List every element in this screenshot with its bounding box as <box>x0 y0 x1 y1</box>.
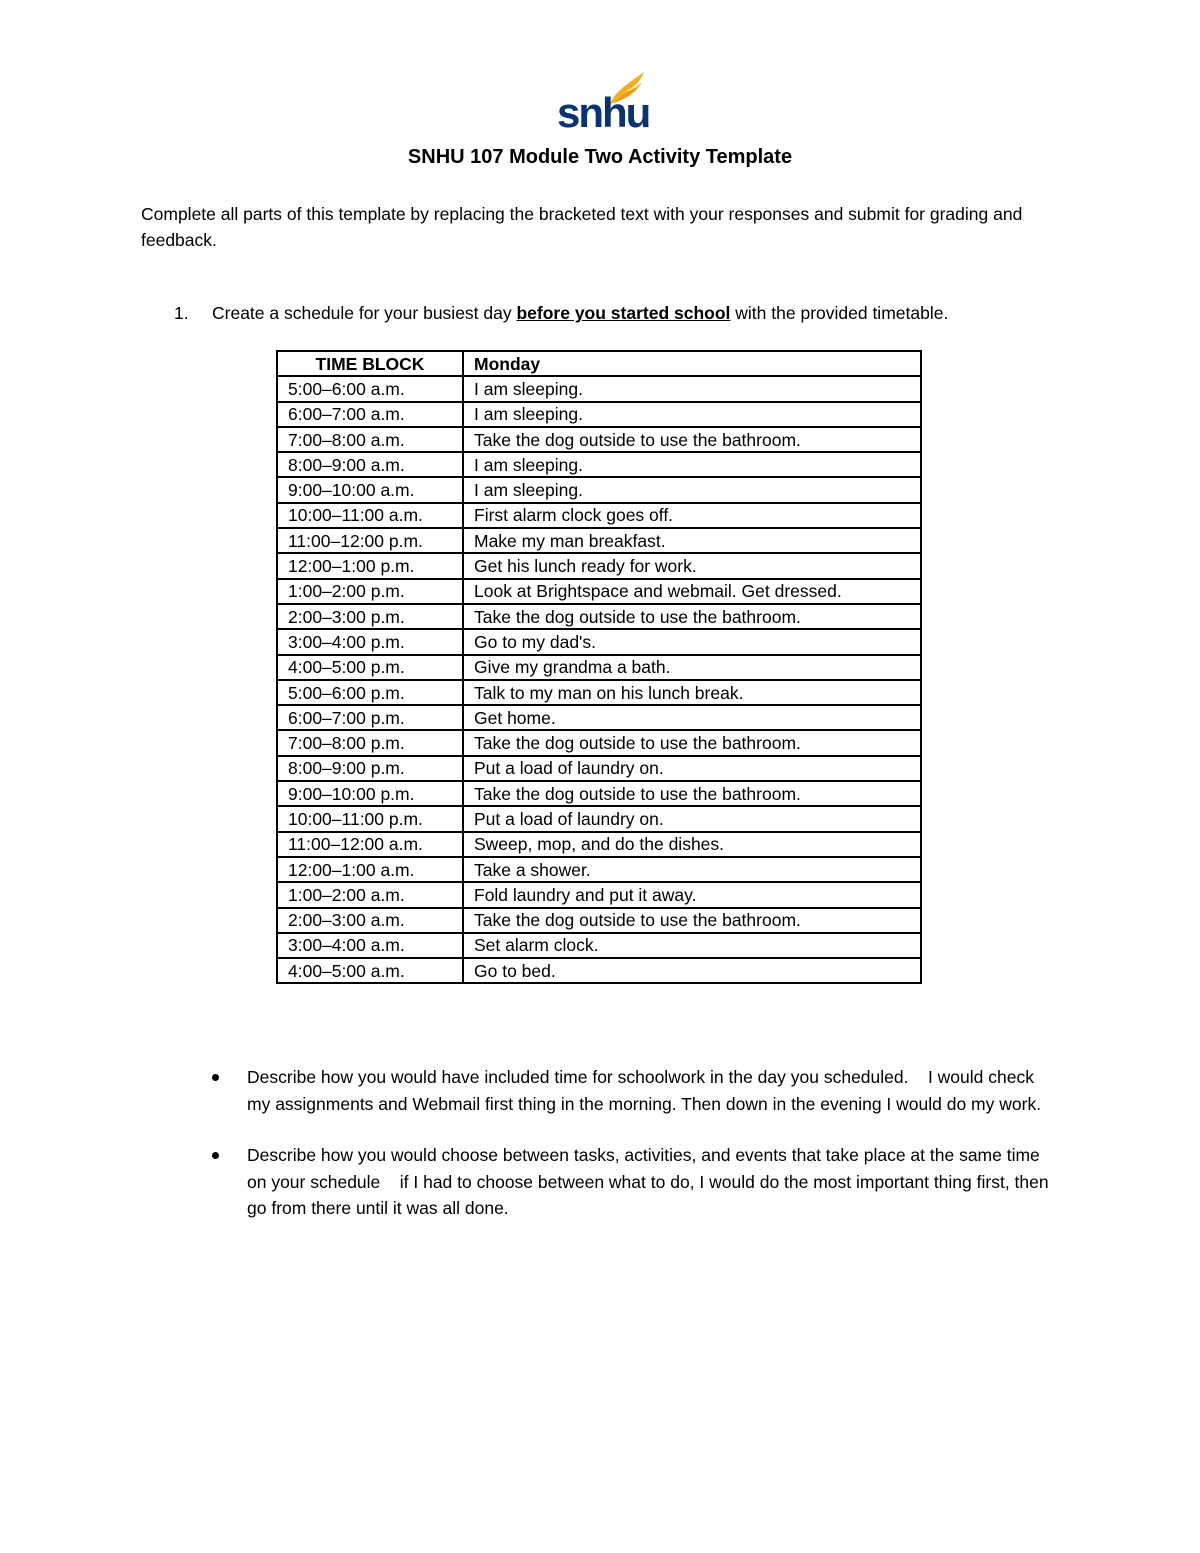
activity-cell: First alarm clock goes off. <box>463 503 921 528</box>
table-row <box>277 629 921 654</box>
table-row <box>277 528 921 553</box>
table-header-row <box>277 351 921 376</box>
time-block-cell: 10:00–11:00 p.m. <box>277 806 463 831</box>
activity-cell: Make my man breakfast. <box>463 528 921 553</box>
question-suffix: with the provided timetable. <box>730 303 949 323</box>
time-block-cell: 7:00–8:00 p.m. <box>277 730 463 755</box>
activity-cell: Get home. <box>463 705 921 730</box>
bullet-answer-text: I would check my assignments and Webmail first thing in the morning. Then down in the evening I would do my work. <box>247 1067 1042 1114</box>
bullet-answer-text: if I had to choose between what to do, I would do the most important thing first, then go from there until it was all done. <box>247 1171 1049 1218</box>
time-block-cell: 6:00–7:00 p.m. <box>277 705 463 730</box>
time-block-cell: 8:00–9:00 p.m. <box>277 756 463 781</box>
time-block-cell: 5:00–6:00 p.m. <box>277 680 463 705</box>
time-block-cell: 3:00–4:00 a.m. <box>277 933 463 958</box>
column-header-time-block: TIME BLOCK <box>277 351 463 376</box>
table-row <box>277 832 921 857</box>
question-emphasis: before you started school <box>516 303 731 323</box>
time-block-cell: 4:00–5:00 p.m. <box>277 655 463 680</box>
question-prefix: Create a schedule for your busiest day <box>212 303 517 323</box>
table-row <box>277 958 921 983</box>
time-block-cell: 2:00–3:00 p.m. <box>277 604 463 629</box>
activity-cell: I am sleeping. <box>463 452 921 477</box>
time-block-cell: 11:00–12:00 p.m. <box>277 528 463 553</box>
activity-cell: Go to bed. <box>463 958 921 983</box>
activity-cell: Fold laundry and put it away. <box>463 882 921 907</box>
question-text <box>212 300 948 326</box>
table-row <box>277 402 921 427</box>
schedule-table-body <box>277 376 921 983</box>
bullet-prompt: Describe how you would have included time for schoolwork in the day you scheduled. <box>247 1067 909 1087</box>
activity-cell: Take the dog outside to use the bathroom. <box>463 604 921 629</box>
activity-cell: Go to my dad's. <box>463 629 921 654</box>
bullet-icon <box>212 1152 219 1159</box>
activity-cell: Look at Brightspace and webmail. Get dressed. <box>463 579 921 604</box>
bullet-item <box>141 1142 1061 1222</box>
time-block-cell: 3:00–4:00 p.m. <box>277 629 463 654</box>
table-row <box>277 452 921 477</box>
bullet-icon <box>212 1074 219 1081</box>
table-row <box>277 806 921 831</box>
activity-cell: Sweep, mop, and do the dishes. <box>463 832 921 857</box>
activity-cell: Put a load of laundry on. <box>463 756 921 781</box>
table-row <box>277 503 921 528</box>
activity-cell: Talk to my man on his lunch break. <box>463 680 921 705</box>
time-block-cell: 12:00–1:00 p.m. <box>277 553 463 578</box>
table-row <box>277 680 921 705</box>
bullet-prompt: Describe how you would choose between tasks, activities, and events that take place at the same time on your schedule <box>247 1145 1040 1192</box>
activity-cell: Get his lunch ready for work. <box>463 553 921 578</box>
table-row <box>277 553 921 578</box>
table-row <box>277 655 921 680</box>
time-block-cell: 5:00–6:00 a.m. <box>277 376 463 401</box>
activity-cell: I am sleeping. <box>463 477 921 502</box>
activity-cell: I am sleeping. <box>463 376 921 401</box>
activity-cell: Put a load of laundry on. <box>463 806 921 831</box>
activity-cell: Set alarm clock. <box>463 933 921 958</box>
table-row <box>277 705 921 730</box>
time-block-cell: 9:00–10:00 p.m. <box>277 781 463 806</box>
time-block-cell: 8:00–9:00 a.m. <box>277 452 463 477</box>
time-block-cell: 7:00–8:00 a.m. <box>277 427 463 452</box>
activity-cell: Give my grandma a bath. <box>463 655 921 680</box>
table-row <box>277 756 921 781</box>
schedule-table <box>276 350 922 984</box>
time-block-cell: 4:00–5:00 a.m. <box>277 958 463 983</box>
table-row <box>277 781 921 806</box>
snhu-logo <box>548 70 648 136</box>
table-row <box>277 857 921 882</box>
bullet-answer <box>380 1172 399 1192</box>
bullet-answer <box>908 1067 927 1087</box>
bullet-item <box>141 1064 1061 1117</box>
table-row <box>277 730 921 755</box>
table-row <box>277 882 921 907</box>
activity-cell: I am sleeping. <box>463 402 921 427</box>
table-row <box>277 477 921 502</box>
time-block-cell: 6:00–7:00 a.m. <box>277 402 463 427</box>
table-row <box>277 604 921 629</box>
activity-cell: Take the dog outside to use the bathroom. <box>463 908 921 933</box>
table-row <box>277 579 921 604</box>
table-row <box>277 427 921 452</box>
time-block-cell: 12:00–1:00 a.m. <box>277 857 463 882</box>
time-block-cell: 9:00–10:00 a.m. <box>277 477 463 502</box>
instructions-paragraph: Complete all parts of this template by replacing the bracketed text with your responses and submit for grading and feedback. <box>141 204 1023 250</box>
activity-cell: Take a shower. <box>463 857 921 882</box>
page-title: SNHU 107 Module Two Activity Template <box>407 146 793 168</box>
column-header-monday: Monday <box>463 351 921 376</box>
table-row <box>277 376 921 401</box>
activity-cell: Take the dog outside to use the bathroom. <box>463 781 921 806</box>
table-row <box>277 908 921 933</box>
time-block-cell: 11:00–12:00 a.m. <box>277 832 463 857</box>
logo-wordmark: snhu <box>557 89 650 136</box>
activity-cell: Take the dog outside to use the bathroom. <box>463 730 921 755</box>
time-block-cell: 1:00–2:00 p.m. <box>277 579 463 604</box>
time-block-cell: 2:00–3:00 a.m. <box>277 908 463 933</box>
bullet-list <box>141 1064 1061 1247</box>
time-block-cell: 10:00–11:00 a.m. <box>277 503 463 528</box>
activity-cell: Take the dog outside to use the bathroom. <box>463 427 921 452</box>
table-row <box>277 933 921 958</box>
time-block-cell: 1:00–2:00 a.m. <box>277 882 463 907</box>
question-number: 1. <box>174 303 189 323</box>
